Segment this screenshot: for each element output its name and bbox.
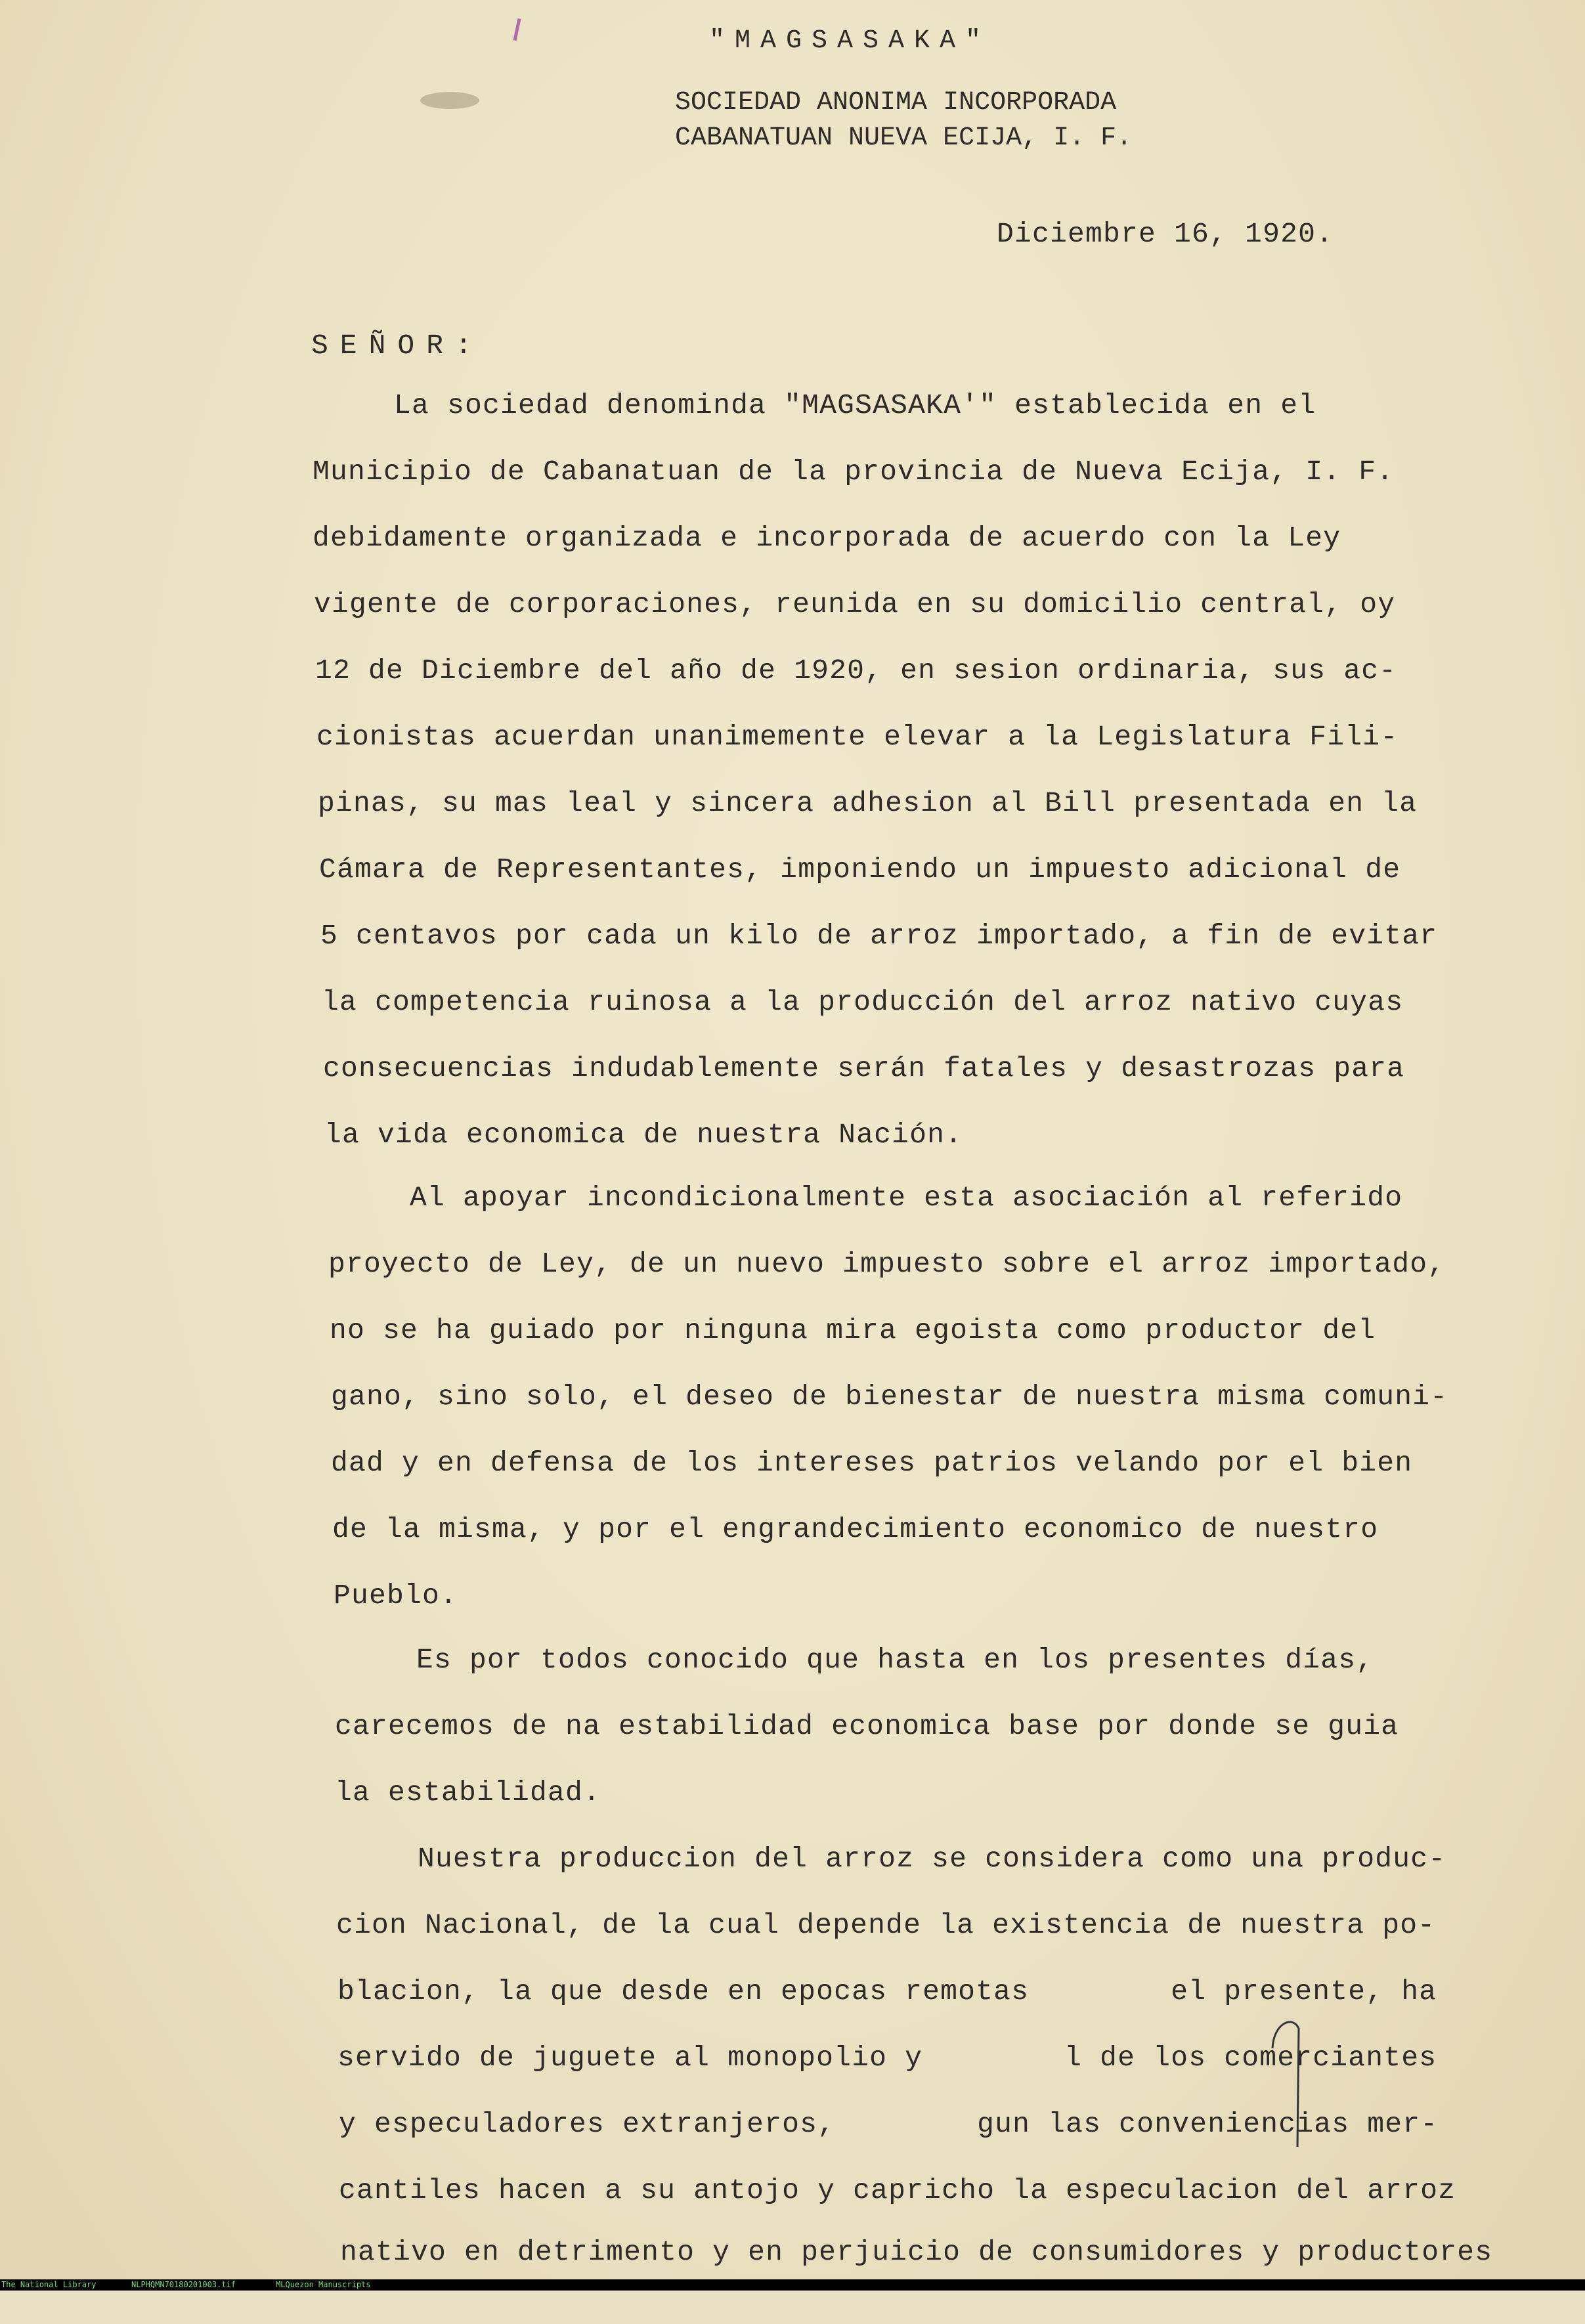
- body-line: vigente de corporaciones, reunida en su domicilio central, oy: [314, 588, 1396, 620]
- body-line: Municipio de Cabanatuan de la provincia de Nueva Ecija, I. F.: [313, 456, 1395, 488]
- body-line: Nuestra produccion del arroz se considera como una produc-: [418, 1843, 1446, 1875]
- body-line: Pueblo.: [334, 1580, 458, 1612]
- body-line: no se ha guiado por ninguna mira egoista como productor del: [330, 1314, 1376, 1346]
- ink-stain: [420, 92, 479, 109]
- letterhead-line-1: SOCIEDAD ANONIMA INCORPORADA: [675, 88, 1117, 118]
- body-line: la competencia ruinosa a la producción del arroz nativo cuyas: [322, 986, 1404, 1018]
- body-line: Al apoyar incondicionalmente esta asociación al referido: [410, 1182, 1403, 1214]
- body-line: blacion, la que desde en epocas remotas el presente, ha: [337, 1975, 1437, 2008]
- body-line: cion Nacional, de la cual depende la existencia de nuestra po-: [336, 1909, 1436, 1941]
- salutation: SEÑOR:: [311, 330, 484, 362]
- body-line: debidamente organizada e incorporada de acuerdo con la Ley: [313, 522, 1341, 554]
- body-line: Cámara de Representantes, imponiendo un impuesto adicional de: [319, 853, 1401, 886]
- body-line: la estabilidad.: [335, 1776, 601, 1809]
- body-line: 12 de Diciembre del año de 1920, en sesion ordinaria, sus ac-: [315, 655, 1397, 687]
- scan-footer-bar: [0, 2279, 1585, 2291]
- footer-institution: The National Library: [1, 2280, 97, 2289]
- letterhead-name: "MAGSASAKA": [709, 26, 991, 56]
- body-line: gano, sino solo, el deseo de bienestar de nuestra misma comuni-: [331, 1381, 1448, 1413]
- body-line: dad y en defensa de los intereses patrios velando por el bien: [331, 1447, 1413, 1479]
- body-line: consecuencias indudablemente serán fatales y desastrozas para: [323, 1052, 1405, 1085]
- body-line: Es por todos conocido que hasta en los presentes días,: [416, 1644, 1374, 1676]
- body-line: de la misma, y por el engrandecimiento economico de nuestro: [332, 1513, 1379, 1545]
- footer-collection: MLQuezon Manuscripts: [276, 2280, 371, 2289]
- body-line: servido de juguete al monopolio y l de los comerciantes: [337, 2042, 1437, 2074]
- body-line: pinas, su mas leal y sincera adhesion al Bill presentada en la: [318, 787, 1418, 819]
- body-line: carecemos de na estabilidad economica base por donde se guia: [335, 1710, 1399, 1742]
- body-line: proyecto de Ley, de un nuevo impuesto sobre el arroz importado,: [328, 1248, 1446, 1280]
- pencil-mark: [513, 18, 521, 41]
- body-line: 5 centavos por cada un kilo de arroz importado, a fin de evitar: [320, 920, 1438, 952]
- body-line: y especuladores extranjeros, gun las conveniencias mer-: [339, 2108, 1439, 2140]
- footer-file: NLPHQMN70180201003.tif: [131, 2280, 236, 2289]
- body-line: cantiles hacen a su antojo y capricho la especulacion del arroz: [339, 2174, 1456, 2206]
- handwritten-bracket-mark: [1267, 2009, 1313, 2153]
- letterhead-line-2: CABANATUAN NUEVA ECIJA, I. F.: [675, 123, 1133, 153]
- letter-date: Diciembre 16, 1920.: [997, 218, 1334, 250]
- body-line: nativo en detrimento y en perjuicio de consumidores y productores: [340, 2236, 1493, 2268]
- body-line: la vida economica de nuestra Nación.: [324, 1119, 963, 1151]
- body-line: La sociedad denominda "MAGSASAKA'" establecida en el: [394, 389, 1316, 421]
- body-line: cionistas acuerdan unanimemente elevar a la Legislatura Fili-: [316, 721, 1399, 753]
